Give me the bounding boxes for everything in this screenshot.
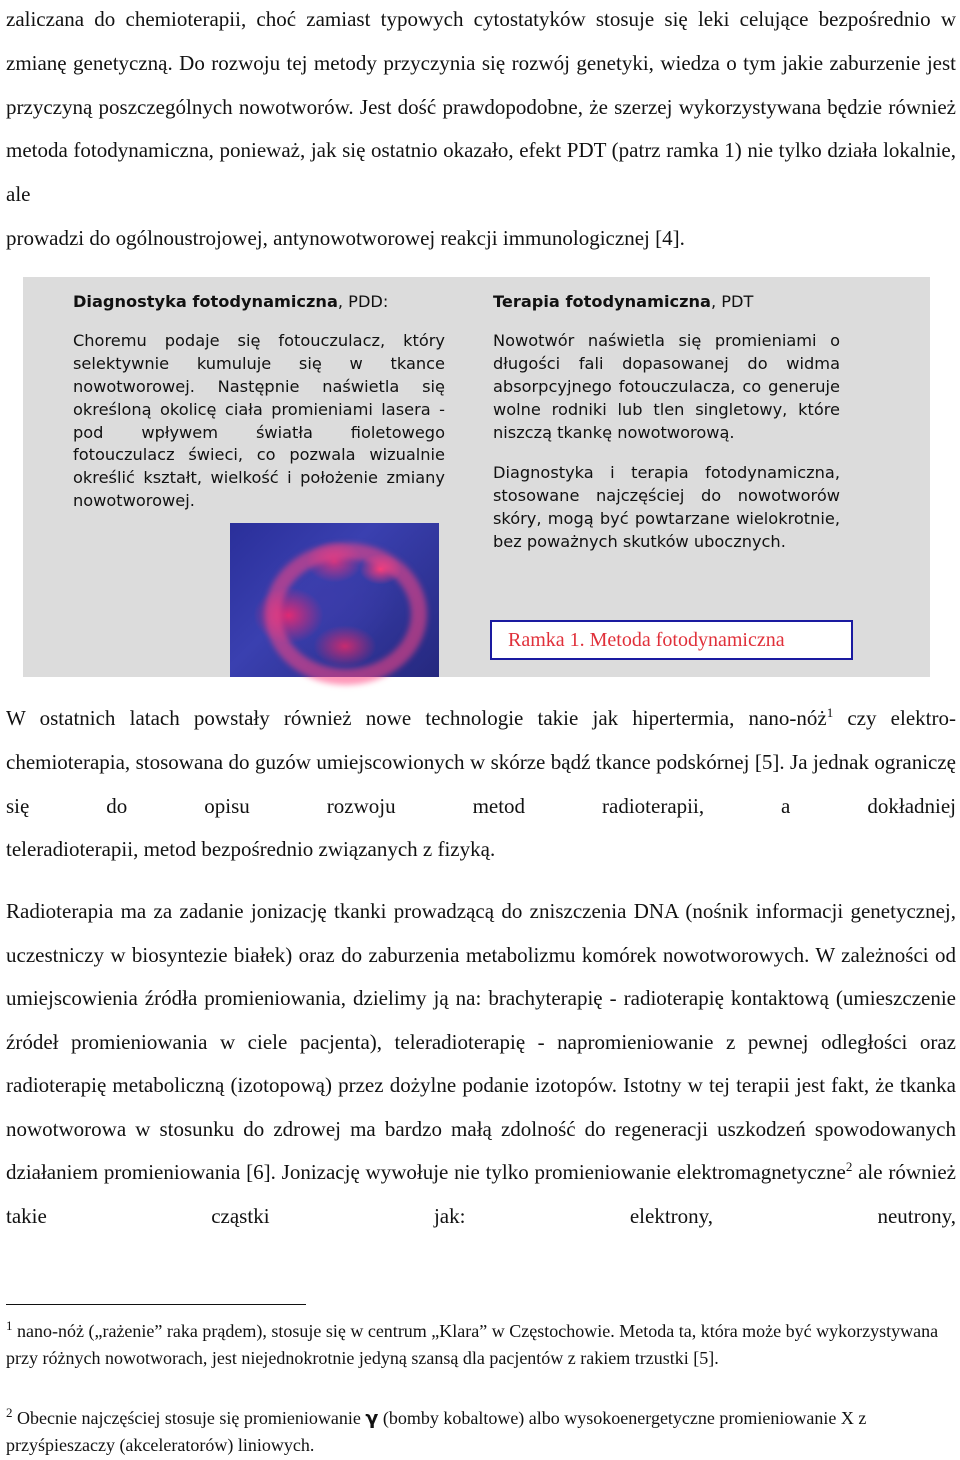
paragraph-radiotherapy-text-b: ale również takie cząstki jak: elektrony, neutrony,	[6, 1160, 956, 1228]
footnote-2	[6, 1405, 956, 1459]
pdt-header-suffix: , PDT	[710, 292, 754, 311]
pdd-header-title: Diagnostyka fotodynamiczna	[73, 292, 338, 311]
footnote-1	[6, 1318, 956, 1372]
footnote-2-text-a: Obecnie najczęściej stosuje się promieniowanie	[12, 1408, 366, 1428]
pdt-header-title: Terapia fotodynamiczna	[493, 292, 711, 311]
pdt-summary: Diagnostyka i terapia fotodynamiczna, stosowane najczęściej do nowotworów skóry, mogą być powtarzane wielokrotnie, bez poważnych skutków ubocznych.	[493, 463, 840, 552]
footnote-1-number: 1	[6, 1318, 13, 1333]
footnote-1-text: nano-nóż („rażenie” raka prądem), stosuje się w centrum „Klara” w Częstochowie. Metoda ta, która może być wykorzystywana przy różnych nowotworach, jest niejednokrotnie jedyną szansą dla pacjentów z rakiem trzustki [5].	[6, 1321, 939, 1368]
paragraph-technologies	[6, 697, 956, 872]
paragraph-intro-text: zaliczana do chemioterapii, choć zamiast typowych cytostatyków stosuje się leki celujące bezpośrednio w zmianę genetyczną. Do rozwoju tej metody przyczynia się rozwój genetyki, wiedza o tym jakie zaburzenie jest przyczyną poszczególnych nowotworów. Jest dość prawdopodobne, że szerzej wykorzystywana będzie również metoda fotodynamiczna, ponieważ, jak się ostatnio okazało, efekt PDT (patrz ramka 1) nie tylko działa lokalnie, ale	[6, 7, 956, 207]
paragraph-radiotherapy-text-a: Radioterapia ma za zadanie jonizację tkanki prowadzącą do zniszczenia DNA (nośnik informacji genetycznej, uczestniczy w biosyntezie białek) oraz do zaburzenia metabolizmu komórek nowotworowych. W zależności od umiejscowienia źródła promieniowania, dzielimy ją na: brachyterapię - radioterapię kontaktową (umieszczenie źródeł promieniowania w ciele pacjenta), teleradioterapię - napromieniowanie z pewnej odległości oraz radioterapię metaboliczną (izotopową) przez dożylne podanie izotopów. Istotny w tej terapii jest fakt, że tkanka nowotworowa w stosunku do zdrowej ma bardzo małą zdolność do regeneracji uszkodzeń spowodowanych działaniem promieniowania [6]. Jonizację wywołuje nie tylko promieniowanie elektromagnetyczne	[6, 899, 956, 1184]
fluorescence-photo	[230, 523, 439, 677]
footnote-2-number: 2	[6, 1405, 13, 1420]
footnote-ref-2[interactable]: 2	[845, 1159, 853, 1174]
frame-caption: Ramka 1. Metoda fotodynamiczna	[490, 620, 853, 660]
paragraph-intro-last: prowadzi do ogólnoustrojowej, antynowotworowej reakcji immunologicznej [4].	[6, 225, 685, 250]
frame-box-1	[23, 277, 930, 677]
paragraph-radiotherapy	[6, 890, 956, 1238]
pdd-header-suffix: , PDD:	[337, 292, 389, 311]
gamma-symbol: γ	[365, 1407, 379, 1429]
pdt-body: Nowotwór naświetla się promieniami o długości fali dopasowanej do widma absorpcyjnego fotouczulacza, co generuje wolne rodniki lub tlen singletowy, które niszczą tkankę nowotworową.	[493, 330, 840, 442]
fluorescence-ring	[265, 543, 427, 685]
paragraph-technologies-text-b: czy elektro-chemioterapia, stosowana do guzów umiejscowionych w skórze bądź tkance podskórnej [5]. Ja jednak ograniczę się do opisu rozwoju metod radioterapii, a dokładniej	[6, 706, 956, 818]
footnote-ref-1[interactable]: 1	[826, 705, 834, 720]
pdd-column	[73, 291, 445, 513]
pdd-body: Choremu podaje się fotouczulacz, który selektywnie kumuluje się w tkance nowotworowej. Następnie naświetla się określoną okolicę ciała promieniami lasera - pod wpływem światła fioletowego fotouczulacz świeci, co pozwala wizualnie określić kształt, wielkość i położenie zmiany nowotworowej.	[73, 330, 445, 511]
pdt-header	[493, 291, 840, 314]
pdt-column	[493, 291, 840, 554]
footnote-separator	[6, 1304, 306, 1305]
paragraph-technologies-last: teleradioterapii, metod bezpośrednio związanych z fizyką.	[6, 837, 496, 862]
paragraph-intro	[6, 0, 956, 261]
paragraph-technologies-text-a: W ostatnich latach powstały również nowe technologie takie jak hipertermia, nano-nóż	[6, 706, 827, 730]
pdd-header	[73, 291, 445, 314]
footnote-2-text-b: (bomby kobaltowe) albo wysokoenergetyczne promieniowanie X z przyśpieszaczy (akceleratorów) liniowych.	[6, 1408, 867, 1455]
